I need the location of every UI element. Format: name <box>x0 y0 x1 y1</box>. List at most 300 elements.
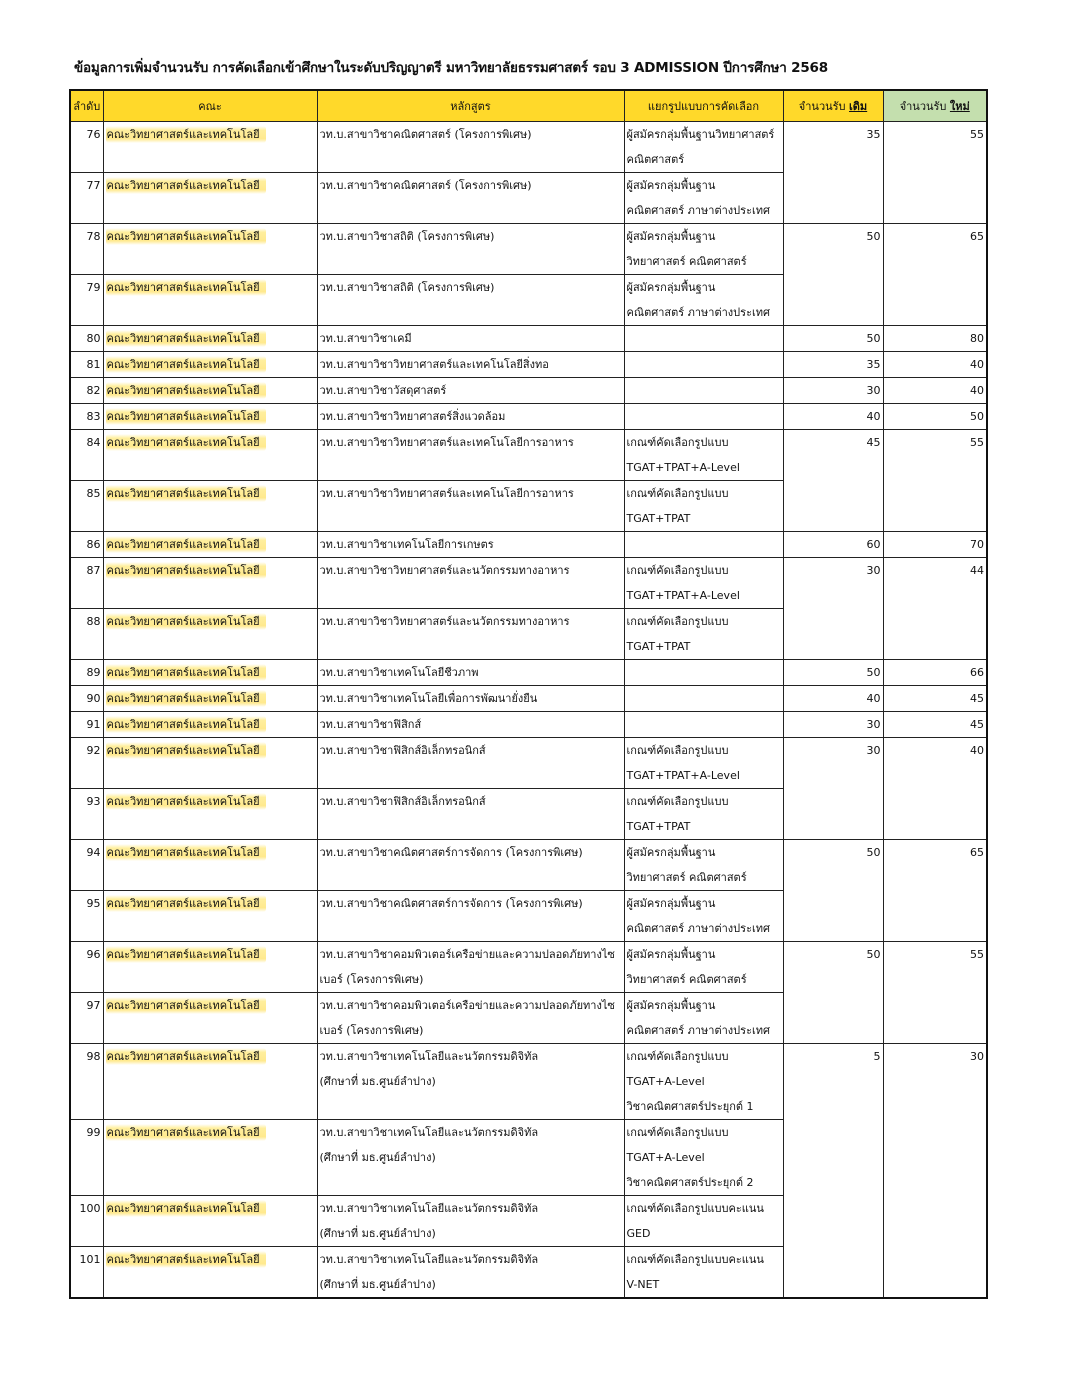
faculty-cell <box>103 686 317 712</box>
program-line: วท.บ.สาขาวิชาเคมี <box>319 332 412 345</box>
table-row <box>70 404 987 430</box>
table-row <box>70 738 987 789</box>
new-quota-value: 30 <box>970 1050 984 1063</box>
program-cell <box>317 738 624 789</box>
header-program: หลักสูตร <box>317 90 624 122</box>
row-number: 101 <box>79 1253 101 1266</box>
row-number: 100 <box>79 1202 101 1215</box>
selection-line: คณิตศาสตร์ <box>626 153 685 166</box>
empty-line <box>320 1170 622 1195</box>
selection-line: ผู้สมัครกลุ่มพื้นฐาน <box>626 948 716 961</box>
selection-line: เกณฑ์คัดเลือกรูปแบบ <box>626 564 729 577</box>
faculty-name: คณะวิทยาศาสตร์และเทคโนโลยี <box>106 742 266 759</box>
row-number: 92 <box>86 744 101 757</box>
header-selection: แยกรูปแบบการคัดเลือก <box>624 90 783 122</box>
selection-line: เกณฑ์คัดเลือกรูปแบบคะแนน <box>626 1202 764 1215</box>
new-quota-value: 55 <box>970 948 984 961</box>
faculty-line <box>106 1044 315 1069</box>
selection-line <box>627 660 781 685</box>
selection-cell <box>624 326 783 352</box>
faculty-line <box>106 1247 315 1272</box>
faculty-cell <box>103 993 317 1044</box>
faculty-line <box>106 686 315 711</box>
selection-cell <box>624 224 783 275</box>
program-line: วท.บ.สาขาวิชาฟิสิกส์อิเล็กทรอนิกส์ <box>319 795 486 808</box>
table-row <box>70 660 987 686</box>
faculty-name: คณะวิทยาศาสตร์และเทคโนโลยี <box>106 844 266 861</box>
selection-cell <box>624 1120 783 1196</box>
selection-line: ผู้สมัครกลุ่มพื้นฐาน <box>626 897 716 910</box>
row-number: 77 <box>86 179 101 192</box>
selection-line: วิทยาศาสตร์ คณิตศาสตร์ <box>626 255 747 268</box>
selection-cell <box>624 558 783 609</box>
empty-line <box>320 814 622 839</box>
faculty-name: คณะวิทยาศาสตร์และเทคโนโลยี <box>106 613 266 630</box>
faculty-line <box>106 326 315 351</box>
selection-cell <box>624 840 783 891</box>
selection-line: ผู้สมัครกลุ่มพื้นฐาน <box>626 281 716 294</box>
selection-line: คณิตศาสตร์ ภาษาต่างประเทศ <box>626 306 770 319</box>
faculty-name: คณะวิทยาศาสตร์และเทคโนโลยี <box>106 562 266 579</box>
old-quota-cell <box>783 532 883 558</box>
old-quota-cell <box>783 942 883 1044</box>
row-number: 94 <box>86 846 101 859</box>
new-quota-cell <box>883 378 987 404</box>
row-number-cell <box>70 738 103 789</box>
faculty-name: คณะวิทยาศาสตร์และเทคโนโลยี <box>106 356 266 373</box>
row-number-cell <box>70 224 103 275</box>
program-cell <box>317 1120 624 1196</box>
row-number: 96 <box>86 948 101 961</box>
old-quota-cell <box>783 224 883 326</box>
new-quota-value: 70 <box>970 538 984 551</box>
selection-line <box>627 352 781 377</box>
row-number: 87 <box>86 564 101 577</box>
faculty-cell <box>103 1044 317 1120</box>
new-quota-cell <box>883 558 987 660</box>
selection-line <box>627 532 781 557</box>
row-number-cell <box>70 430 103 481</box>
selection-cell <box>624 275 783 326</box>
selection-line: เกณฑ์คัดเลือกรูปแบบ <box>626 436 729 449</box>
faculty-cell <box>103 173 317 224</box>
new-quota-cell <box>883 122 987 224</box>
old-quota-cell <box>783 660 883 686</box>
row-number: 89 <box>86 666 101 679</box>
faculty-cell <box>103 789 317 840</box>
faculty-cell <box>103 378 317 404</box>
old-quota-value: 50 <box>866 332 881 345</box>
row-number: 91 <box>86 718 101 731</box>
faculty-name: คณะวิทยาศาสตร์และเทคโนโลยี <box>106 664 266 681</box>
old-quota-value: 5 <box>873 1050 881 1063</box>
table-row <box>70 942 987 993</box>
row-number: 95 <box>86 897 101 910</box>
faculty-cell <box>103 532 317 558</box>
program-cell <box>317 789 624 840</box>
faculty-cell <box>103 275 317 326</box>
faculty-line <box>106 789 315 814</box>
faculty-cell <box>103 352 317 378</box>
faculty-name: คณะวิทยาศาสตร์และเทคโนโลยี <box>106 1124 266 1141</box>
row-number-cell <box>70 609 103 660</box>
old-quota-value: 50 <box>866 666 881 679</box>
old-quota-value: 50 <box>866 846 881 859</box>
old-quota-cell <box>783 558 883 660</box>
empty-line <box>320 763 622 788</box>
faculty-cell <box>103 840 317 891</box>
faculty-name: คณะวิทยาศาสตร์และเทคโนโลยี <box>106 1251 266 1268</box>
selection-cell <box>624 481 783 532</box>
row-number-cell <box>70 532 103 558</box>
row-number: 93 <box>86 795 101 808</box>
row-number: 80 <box>86 332 101 345</box>
header-old-quota <box>783 90 883 122</box>
faculty-name: คณะวิทยาศาสตร์และเทคโนโลยี <box>106 946 266 963</box>
program-line: เบอร์ (โครงการพิเศษ) <box>319 1024 424 1037</box>
empty-line <box>320 249 622 274</box>
row-number-cell <box>70 352 103 378</box>
table-row <box>70 352 987 378</box>
faculty-cell <box>103 660 317 686</box>
program-line: วท.บ.สาขาวิชาเทคโนโลยีการเกษตร <box>319 538 494 551</box>
program-cell <box>317 122 624 173</box>
row-number: 90 <box>86 692 101 705</box>
selection-line: คณิตศาสตร์ ภาษาต่างประเทศ <box>626 204 770 217</box>
row-number: 79 <box>86 281 101 294</box>
faculty-cell <box>103 481 317 532</box>
table-row <box>70 430 987 481</box>
selection-line: TGAT+TPAT+A-Level <box>626 769 740 782</box>
old-quota-cell <box>783 352 883 378</box>
row-number-cell <box>70 275 103 326</box>
empty-line <box>320 634 622 659</box>
table-row <box>70 122 987 173</box>
empty-line <box>320 583 622 608</box>
selection-line <box>627 686 781 711</box>
table-row <box>70 532 987 558</box>
faculty-line <box>106 942 315 967</box>
table-header-row <box>70 90 987 122</box>
program-line: วท.บ.สาขาวิชาวิทยาศาสตร์สิ่งแวดล้อม <box>319 410 506 423</box>
header-old-prefix: จำนวนรับ <box>798 100 846 113</box>
new-quota-value: 40 <box>970 744 984 757</box>
faculty-line <box>106 558 315 583</box>
empty-line <box>320 865 622 890</box>
old-quota-value: 30 <box>866 744 881 757</box>
table-row <box>70 840 987 891</box>
row-number: 86 <box>86 538 101 551</box>
selection-line: วิทยาศาสตร์ คณิตศาสตร์ <box>626 871 747 884</box>
header-faculty: คณะ <box>103 90 317 122</box>
program-cell <box>317 430 624 481</box>
program-cell <box>317 224 624 275</box>
selection-cell <box>624 993 783 1044</box>
program-cell <box>317 481 624 532</box>
program-line: วท.บ.สาขาวิชาวิทยาศาสตร์และนวัตกรรมทางอาหาร <box>319 615 570 628</box>
row-number-cell <box>70 712 103 738</box>
program-line: (ศึกษาที่ มธ.ศูนย์ลำปาง) <box>319 1151 436 1164</box>
selection-line: TGAT+TPAT <box>626 512 691 525</box>
selection-line: ผู้สมัครกลุ่มพื้นฐาน <box>626 999 716 1012</box>
selection-line: TGAT+A-Level <box>626 1151 705 1164</box>
faculty-cell <box>103 404 317 430</box>
new-quota-cell <box>883 224 987 326</box>
faculty-cell <box>103 224 317 275</box>
row-number: 88 <box>86 615 101 628</box>
faculty-name: คณะวิทยาศาสตร์และเทคโนโลยี <box>106 1048 266 1065</box>
row-number-cell <box>70 378 103 404</box>
program-cell <box>317 891 624 942</box>
faculty-name: คณะวิทยาศาสตร์และเทคโนโลยี <box>106 536 266 553</box>
faculty-line <box>106 738 315 763</box>
selection-line: เกณฑ์คัดเลือกรูปแบบ <box>626 795 729 808</box>
row-number-cell <box>70 891 103 942</box>
old-quota-cell <box>783 840 883 942</box>
faculty-cell <box>103 891 317 942</box>
row-number-cell <box>70 1247 103 1299</box>
row-number-cell <box>70 558 103 609</box>
faculty-cell <box>103 738 317 789</box>
old-quota-value: 30 <box>866 718 881 731</box>
faculty-line <box>106 173 315 198</box>
program-cell <box>317 378 624 404</box>
program-cell <box>317 275 624 326</box>
faculty-line <box>106 609 315 634</box>
selection-line: ผู้สมัครกลุ่มพื้นฐาน <box>626 179 716 192</box>
new-quota-cell <box>883 532 987 558</box>
old-quota-value: 40 <box>866 410 881 423</box>
selection-line: เกณฑ์คัดเลือกรูปแบบ <box>626 487 729 500</box>
new-quota-cell <box>883 326 987 352</box>
empty-line <box>320 916 622 941</box>
empty-line <box>320 147 622 172</box>
row-number: 99 <box>86 1126 101 1139</box>
header-old-emph: เดิม <box>849 100 868 113</box>
selection-line: คณิตศาสตร์ ภาษาต่างประเทศ <box>626 1024 770 1037</box>
faculty-cell <box>103 1196 317 1247</box>
new-quota-value: 40 <box>970 384 984 397</box>
old-quota-value: 45 <box>866 436 881 449</box>
old-quota-value: 35 <box>866 358 881 371</box>
faculty-name: คณะวิทยาศาสตร์และเทคโนโลยี <box>106 690 266 707</box>
faculty-name: คณะวิทยาศาสตร์และเทคโนโลยี <box>106 793 266 810</box>
table-row <box>70 1044 987 1120</box>
new-quota-value: 44 <box>970 564 984 577</box>
faculty-line <box>106 1196 315 1221</box>
faculty-cell <box>103 1247 317 1299</box>
new-quota-cell <box>883 942 987 1044</box>
program-cell <box>317 1196 624 1247</box>
program-line: วท.บ.สาขาวิชาฟิสิกส์ <box>319 718 422 731</box>
row-number-cell <box>70 326 103 352</box>
selection-line: เกณฑ์คัดเลือกรูปแบบ <box>626 1126 729 1139</box>
program-cell <box>317 532 624 558</box>
old-quota-cell <box>783 738 883 840</box>
row-number: 81 <box>86 358 101 371</box>
selection-cell <box>624 789 783 840</box>
empty-line <box>320 198 622 223</box>
faculty-name: คณะวิทยาศาสตร์และเทคโนโลยี <box>106 382 266 399</box>
table-row <box>70 326 987 352</box>
program-cell <box>317 686 624 712</box>
old-quota-cell <box>783 326 883 352</box>
selection-line <box>627 378 781 403</box>
program-line: วท.บ.สาขาวิชาเทคโนโลยีและนวัตกรรมดิจิทัล <box>319 1253 539 1266</box>
new-quota-value: 40 <box>970 358 984 371</box>
program-line: วท.บ.สาขาวิชาคอมพิวเตอร์เครือข่ายและความปลอดภัยทางไซ <box>319 999 615 1012</box>
row-number: 76 <box>86 128 101 141</box>
program-line: วท.บ.สาขาวิชาคอมพิวเตอร์เครือข่ายและความปลอดภัยทางไซ <box>319 948 615 961</box>
selection-cell <box>624 891 783 942</box>
new-quota-value: 66 <box>970 666 984 679</box>
table-row <box>70 558 987 609</box>
program-cell <box>317 993 624 1044</box>
faculty-name: คณะวิทยาศาสตร์และเทคโนโลยี <box>106 408 266 425</box>
selection-line: TGAT+TPAT+A-Level <box>626 461 740 474</box>
program-line: วท.บ.สาขาวิชาเทคโนโลยีเพื่อการพัฒนายั่งยืน <box>319 692 538 705</box>
faculty-line <box>106 352 315 377</box>
program-line: วท.บ.สาขาวิชาเทคโนโลยีและนวัตกรรมดิจิทัล <box>319 1126 539 1139</box>
selection-cell <box>624 686 783 712</box>
table-row <box>70 378 987 404</box>
table-row <box>70 224 987 275</box>
row-number-cell <box>70 686 103 712</box>
program-line: วท.บ.สาขาวิชาเทคโนโลยีและนวัตกรรมดิจิทัล <box>319 1050 539 1063</box>
selection-line: คณิตศาสตร์ ภาษาต่างประเทศ <box>626 922 770 935</box>
program-line: วท.บ.สาขาวิชาเทคโนโลยีและนวัตกรรมดิจิทัล <box>319 1202 539 1215</box>
row-number-cell <box>70 1120 103 1196</box>
selection-cell <box>624 660 783 686</box>
row-number-cell <box>70 942 103 993</box>
selection-line: เกณฑ์คัดเลือกรูปแบบคะแนน <box>626 1253 764 1266</box>
selection-cell <box>624 430 783 481</box>
selection-line: TGAT+TPAT <box>626 820 691 833</box>
header-new-prefix: จำนวนรับ <box>899 100 947 113</box>
faculty-name: คณะวิทยาศาสตร์และเทคโนโลยี <box>106 126 266 143</box>
new-quota-cell <box>883 352 987 378</box>
program-line: วท.บ.สาขาวิชาคณิตศาสตร์ (โครงการพิเศษ) <box>319 179 532 192</box>
faculty-name: คณะวิทยาศาสตร์และเทคโนโลยี <box>106 997 266 1014</box>
faculty-line <box>106 891 315 916</box>
new-quota-value: 50 <box>970 410 984 423</box>
new-quota-cell <box>883 712 987 738</box>
faculty-name: คณะวิทยาศาสตร์และเทคโนโลยี <box>106 228 266 245</box>
program-line: วท.บ.สาขาวิชาคณิตศาสตร์การจัดการ (โครงการพิเศษ) <box>319 897 583 910</box>
selection-cell <box>624 532 783 558</box>
selection-line: ผู้สมัครกลุ่มพื้นฐาน <box>626 230 716 243</box>
program-cell <box>317 712 624 738</box>
faculty-cell <box>103 609 317 660</box>
program-line: วท.บ.สาขาวิชาวิทยาศาสตร์และเทคโนโลยีสิ่งทอ <box>319 358 549 371</box>
header-no: ลำดับ <box>70 90 103 122</box>
selection-line: TGAT+TPAT <box>626 640 691 653</box>
row-number: 78 <box>86 230 101 243</box>
faculty-line <box>106 430 315 455</box>
row-number-cell <box>70 660 103 686</box>
selection-line: วิชาคณิตศาสตร์ประยุกต์ 1 <box>626 1100 754 1113</box>
selection-cell <box>624 173 783 224</box>
row-number: 82 <box>86 384 101 397</box>
faculty-line <box>106 275 315 300</box>
faculty-line <box>106 712 315 737</box>
selection-cell <box>624 738 783 789</box>
program-cell <box>317 609 624 660</box>
program-line: (ศึกษาที่ มธ.ศูนย์ลำปาง) <box>319 1075 436 1088</box>
selection-cell <box>624 1044 783 1120</box>
program-line: วท.บ.สาขาวิชาคณิตศาสตร์การจัดการ (โครงการพิเศษ) <box>319 846 583 859</box>
faculty-name: คณะวิทยาศาสตร์และเทคโนโลยี <box>106 330 266 347</box>
program-cell <box>317 558 624 609</box>
faculty-line <box>106 532 315 557</box>
faculty-line <box>106 122 315 147</box>
program-cell <box>317 1247 624 1299</box>
selection-line <box>627 712 781 737</box>
selection-line <box>627 404 781 429</box>
table-row <box>70 686 987 712</box>
old-quota-cell <box>783 378 883 404</box>
selection-cell <box>624 352 783 378</box>
new-quota-value: 80 <box>970 332 984 345</box>
row-number: 84 <box>86 436 101 449</box>
empty-line <box>320 506 622 531</box>
faculty-cell <box>103 558 317 609</box>
row-number-cell <box>70 1044 103 1120</box>
new-quota-cell <box>883 840 987 942</box>
program-line: วท.บ.สาขาวิชาสถิติ (โครงการพิเศษ) <box>319 281 495 294</box>
program-line: วท.บ.สาขาวิชาวิทยาศาสตร์และเทคโนโลยีการอาหาร <box>319 487 574 500</box>
selection-line: เกณฑ์คัดเลือกรูปแบบ <box>626 615 729 628</box>
old-quota-cell <box>783 122 883 224</box>
selection-line: ผู้สมัครกลุ่มพื้นฐานวิทยาศาสตร์ <box>626 128 775 141</box>
program-cell <box>317 404 624 430</box>
program-line: วท.บ.สาขาวิชาวัสดุศาสตร์ <box>319 384 447 397</box>
empty-line <box>320 300 622 325</box>
old-quota-value: 60 <box>866 538 881 551</box>
faculty-line <box>106 660 315 685</box>
new-quota-value: 45 <box>970 718 984 731</box>
selection-line: TGAT+A-Level <box>626 1075 705 1088</box>
old-quota-value: 35 <box>866 128 881 141</box>
empty-line <box>320 1094 622 1119</box>
faculty-name: คณะวิทยาศาสตร์และเทคโนโลยี <box>106 177 266 194</box>
old-quota-cell <box>783 404 883 430</box>
row-number-cell <box>70 1196 103 1247</box>
faculty-line <box>106 993 315 1018</box>
selection-line: เกณฑ์คัดเลือกรูปแบบ <box>626 1050 729 1063</box>
old-quota-value: 50 <box>866 230 881 243</box>
row-number-cell <box>70 173 103 224</box>
selection-line: TGAT+TPAT+A-Level <box>626 589 740 602</box>
faculty-name: คณะวิทยาศาสตร์และเทคโนโลยี <box>106 716 266 733</box>
selection-line: GED <box>626 1227 651 1240</box>
table-row <box>70 712 987 738</box>
faculty-cell <box>103 430 317 481</box>
selection-line: ผู้สมัครกลุ่มพื้นฐาน <box>626 846 716 859</box>
old-quota-cell <box>783 686 883 712</box>
row-number-cell <box>70 840 103 891</box>
new-quota-value: 45 <box>970 692 984 705</box>
program-line: วท.บ.สาขาวิชาฟิสิกส์อิเล็กทรอนิกส์ <box>319 744 486 757</box>
row-number-cell <box>70 993 103 1044</box>
selection-cell <box>624 404 783 430</box>
faculty-cell <box>103 1120 317 1196</box>
old-quota-cell <box>783 712 883 738</box>
new-quota-value: 55 <box>970 436 984 449</box>
header-new-quota <box>883 90 987 122</box>
selection-cell <box>624 942 783 993</box>
faculty-line <box>106 840 315 865</box>
